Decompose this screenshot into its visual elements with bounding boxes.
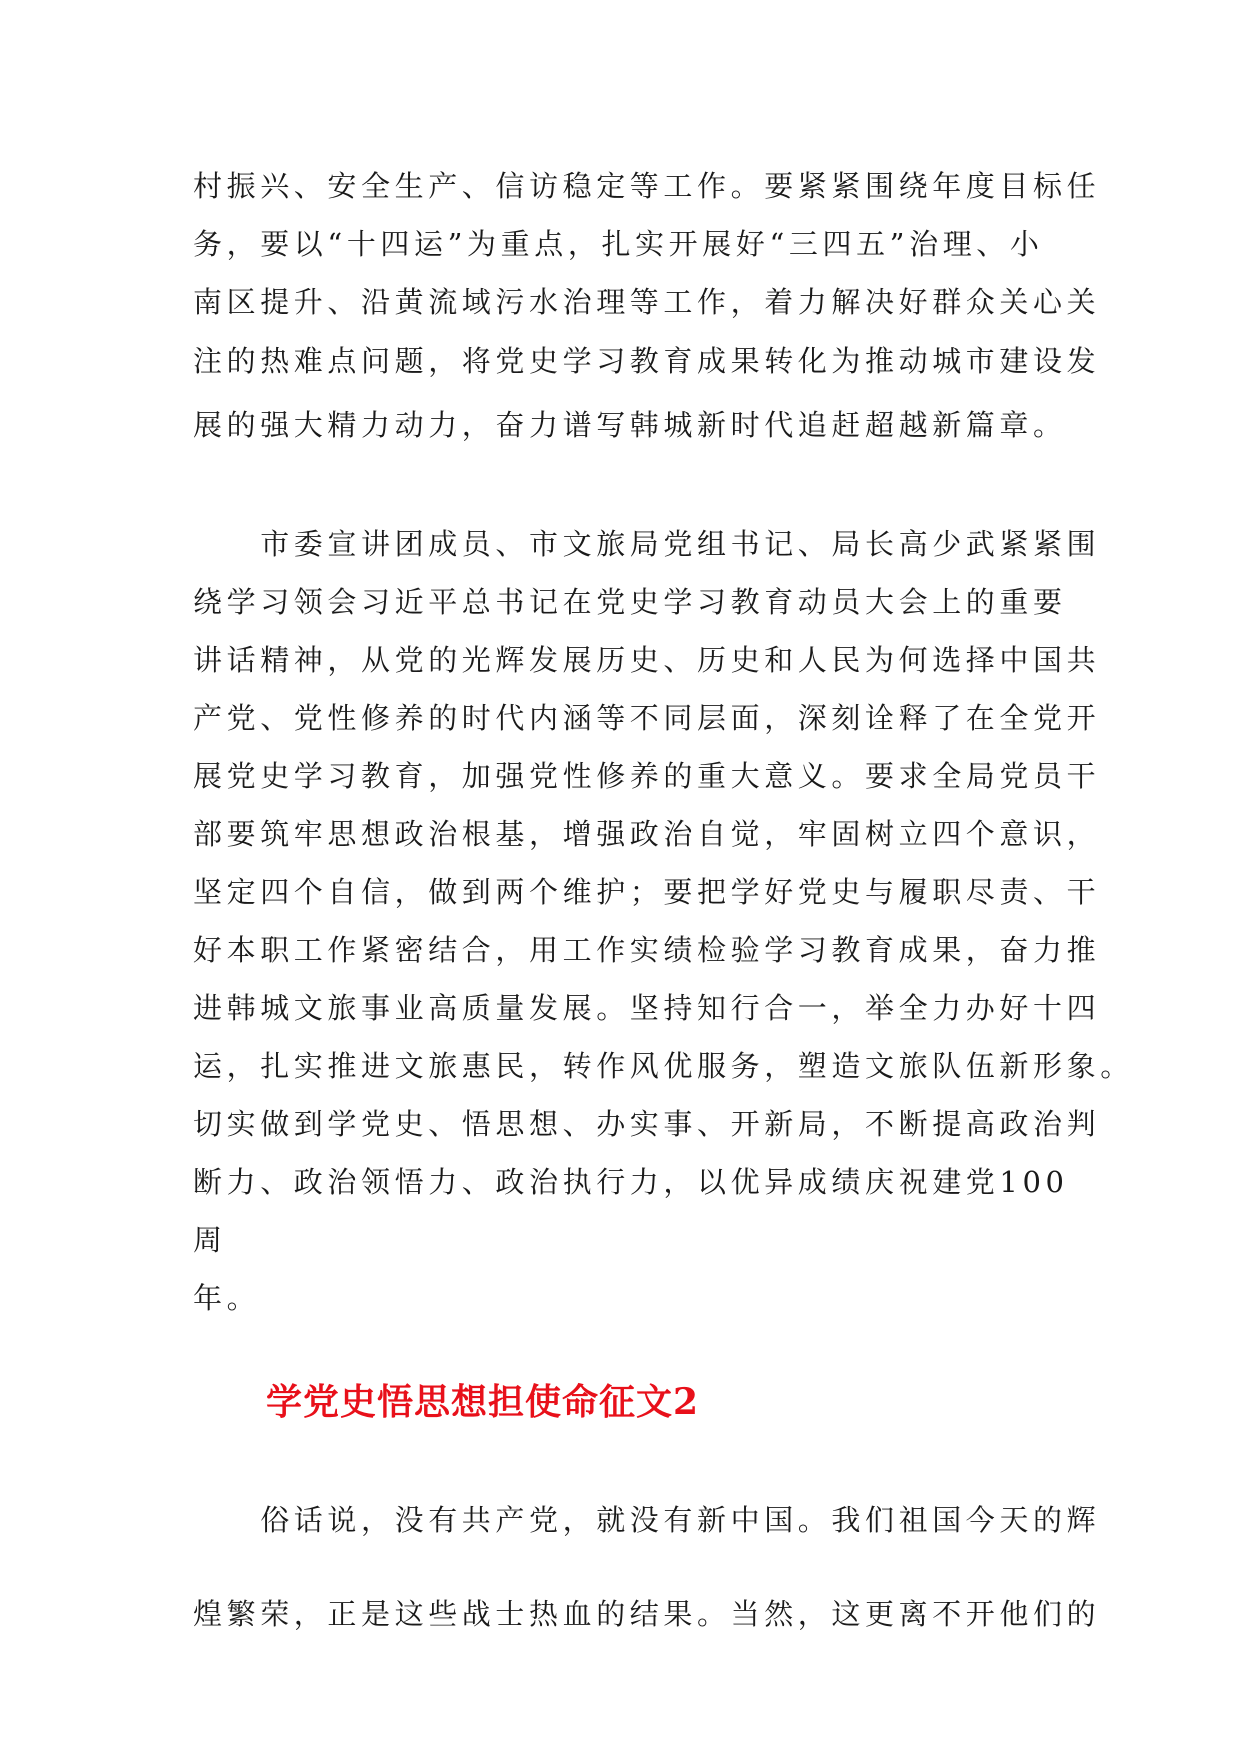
- text-line: 绕学习领会习近平总书记在党史学习教育动员大会上的重要: [193, 585, 1067, 619]
- text-line: 断力、政治领悟力、政治执行力，以优异成绩庆祝建党100: [193, 1165, 1069, 1199]
- text-line: 展党史学习教育，加强党性修养的重大意义。要求全局党员干: [193, 759, 1101, 793]
- text-line: 讲话精神，从党的光辉发展历史、历史和人民为何选择中国共: [193, 643, 1101, 677]
- text-line: 年。: [193, 1281, 261, 1315]
- text-line: 煌繁荣，正是这些战士热血的结果。当然，这更离不开他们的: [193, 1597, 1101, 1631]
- text-line: 产党、党性修养的时代内涵等不同层面，深刻诠释了在全党开: [193, 701, 1101, 735]
- text-line: 部要筑牢思想政治根基，增强政治自觉，牢固树立四个意识，: [193, 817, 1101, 851]
- text-line: 坚定四个自信，做到两个维护；要把学好党史与履职尽责、干: [193, 875, 1101, 909]
- text-line: 俗话说，没有共产党，就没有新中国。我们祖国今天的辉: [193, 1503, 1101, 1537]
- text-line: 切实做到学党史、悟思想、办实事、开新局，不断提高政治判: [193, 1107, 1101, 1141]
- text-line: 周: [193, 1223, 227, 1257]
- text-line: 务，要以“十四运”为重点，扎实开展好“三四五”治理、小: [193, 227, 1044, 261]
- text-line: 村振兴、安全生产、信访稳定等工作。要紧紧围绕年度目标任: [193, 169, 1101, 203]
- text-line: 注的热难点问题，将党史学习教育成果转化为推动城市建设发: [193, 344, 1101, 378]
- text-line: 展的强大精力动力，奋力谱写韩城新时代追赶超越新篇章。: [193, 408, 1067, 442]
- text-line: 市委宣讲团成员、市文旅局党组书记、局长高少武紧紧围: [193, 527, 1101, 561]
- text-line: 进韩城文旅事业高质量发展。坚持知行合一，举全力办好十四: [193, 991, 1101, 1025]
- section-heading: 学党史悟思想担使命征文2: [266, 1381, 700, 1423]
- text-line: 好本职工作紧密结合，用工作实绩检验学习教育成果，奋力推: [193, 933, 1101, 967]
- text-line: 运，扎实推进文旅惠民，转作风优服务，塑造文旅队伍新形象。: [193, 1049, 1134, 1083]
- text-line: 南区提升、沿黄流域污水治理等工作，着力解决好群众关心关: [193, 285, 1101, 319]
